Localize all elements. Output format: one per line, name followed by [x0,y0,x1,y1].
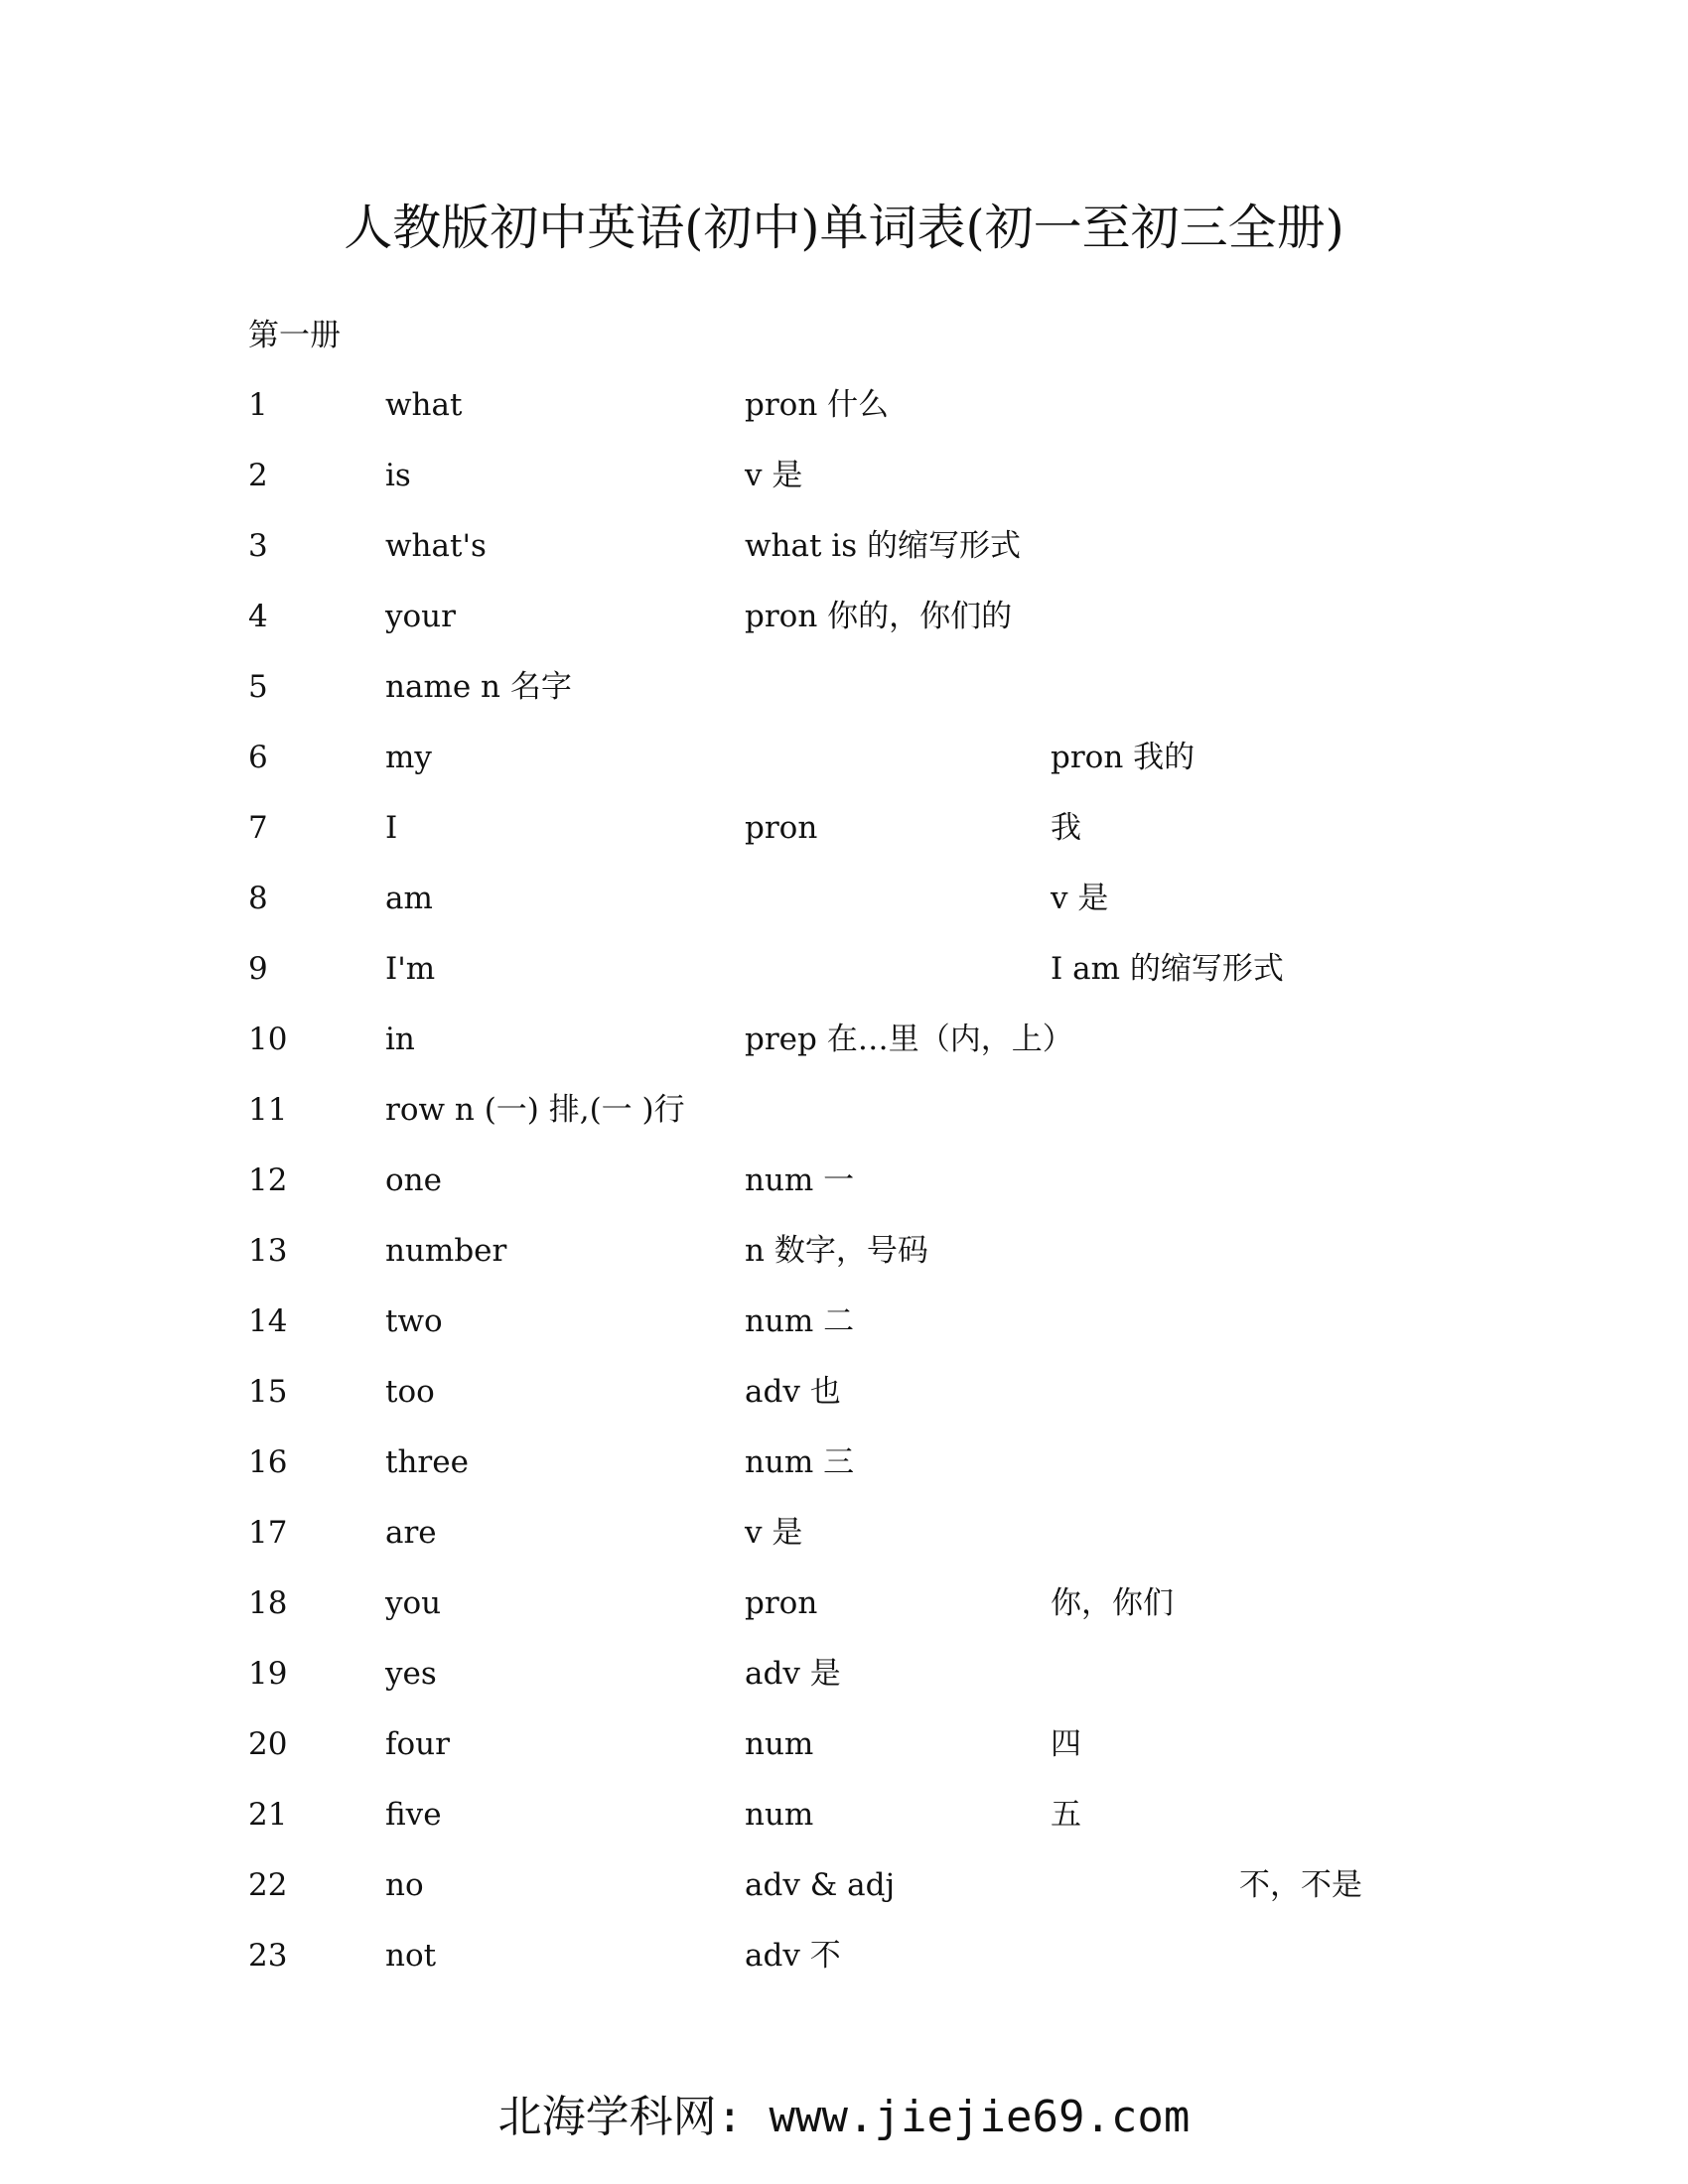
vocab-meaning: 我 [1051,810,1081,846]
vocab-row [0,1791,1688,1839]
vocab-number: 5 [248,669,268,705]
vocab-number: 21 [248,1797,288,1833]
vocab-definition: prep 在…里（内，上） [745,1022,1073,1057]
vocab-part-of-speech: adv & adj [745,1867,896,1903]
vocab-word: I [385,810,398,846]
vocab-definition: v 是 [745,458,803,493]
vocab-definition: pron 你的，你们的 [745,599,1013,634]
vocab-row [0,1509,1688,1557]
vocab-row [0,1086,1688,1134]
vocab-definition: I am 的缩写形式 [1051,951,1284,987]
vocab-part-of-speech: num [745,1726,814,1762]
section-label: 第一册 [248,318,341,353]
vocab-number: 23 [248,1938,288,1974]
vocab-definition: num 一 [745,1162,855,1198]
vocab-number: 7 [248,810,268,846]
vocab-word: am [385,881,433,916]
vocab-word: not [385,1938,437,1974]
vocab-row [0,875,1688,922]
vocab-row [0,1438,1688,1486]
vocab-word: too [385,1374,435,1410]
vocab-word: what [385,387,463,423]
vocab-definition: num 三 [745,1444,855,1480]
vocab-meaning: 四 [1051,1726,1081,1762]
vocab-word: five [385,1797,442,1833]
vocab-number: 18 [248,1585,288,1621]
vocab-meaning: 不，不是 [1239,1867,1362,1903]
vocab-word: is [385,458,411,493]
vocab-word: your [385,599,456,634]
vocab-number: 19 [248,1656,288,1692]
vocab-row [0,1227,1688,1275]
vocab-word: my [385,740,432,775]
vocab-number: 16 [248,1444,288,1480]
vocab-number: 9 [248,951,268,987]
vocab-number: 3 [248,528,268,564]
vocab-row [0,593,1688,640]
vocab-definition: what is 的缩写形式 [745,528,1021,564]
vocab-word: four [385,1726,450,1762]
vocab-number: 10 [248,1022,288,1057]
vocab-word: two [385,1303,443,1339]
vocab-word: in [385,1022,415,1057]
vocab-definition: adv 也 [745,1374,841,1410]
vocab-row [0,522,1688,570]
vocab-row [0,1579,1688,1627]
vocab-number: 12 [248,1162,288,1198]
vocab-row [0,1720,1688,1768]
vocab-definition: v 是 [745,1515,803,1551]
vocab-row [0,804,1688,852]
vocab-number: 17 [248,1515,288,1551]
vocab-meaning: 五 [1051,1797,1081,1833]
vocab-definition: pron 什么 [745,387,890,423]
vocab-word: what's [385,528,487,564]
vocab-row [0,1861,1688,1909]
vocab-definition: adv 是 [745,1656,841,1692]
vocab-part-of-speech: pron [745,1585,818,1621]
vocab-definition: num 二 [745,1303,855,1339]
vocab-word: I'm [385,951,436,987]
vocab-number: 14 [248,1303,288,1339]
vocab-word: number [385,1233,507,1269]
vocab-number: 15 [248,1374,288,1410]
document-title: 人教版初中英语(初中)单词表(初一至初三全册) [344,200,1344,256]
vocab-word: you [385,1585,442,1621]
vocab-word: name n 名字 [385,669,572,705]
vocab-number: 11 [248,1092,288,1128]
vocab-part-of-speech: num [745,1797,814,1833]
vocab-number: 1 [248,387,268,423]
vocab-row [0,1650,1688,1698]
vocab-word: are [385,1515,437,1551]
vocab-word: three [385,1444,469,1480]
vocab-row [0,452,1688,499]
footer-watermark: 北海学科网: www.jiejie69.com [497,2092,1191,2142]
vocab-row [0,734,1688,781]
vocab-definition: pron 我的 [1051,740,1196,775]
vocab-number: 13 [248,1233,288,1269]
vocab-meaning: 你，你们 [1051,1585,1174,1621]
vocab-word: yes [385,1656,437,1692]
vocab-row [0,1157,1688,1204]
vocab-row [0,1932,1688,1979]
vocab-row [0,945,1688,993]
vocab-number: 6 [248,740,268,775]
vocab-number: 4 [248,599,268,634]
vocab-number: 8 [248,881,268,916]
vocab-number: 20 [248,1726,288,1762]
vocab-word: no [385,1867,424,1903]
vocab-number: 2 [248,458,268,493]
vocab-part-of-speech: pron [745,810,818,846]
vocab-row [0,663,1688,711]
vocab-row [0,1368,1688,1416]
vocab-definition: adv 不 [745,1938,841,1974]
vocab-row [0,1016,1688,1063]
vocab-number: 22 [248,1867,288,1903]
vocab-row [0,1297,1688,1345]
vocab-definition: n 数字，号码 [745,1233,928,1269]
vocab-word: one [385,1162,442,1198]
vocab-row [0,381,1688,429]
vocab-word: row n (一) 排,(一 )行 [385,1092,685,1128]
vocab-definition: v 是 [1051,881,1109,916]
